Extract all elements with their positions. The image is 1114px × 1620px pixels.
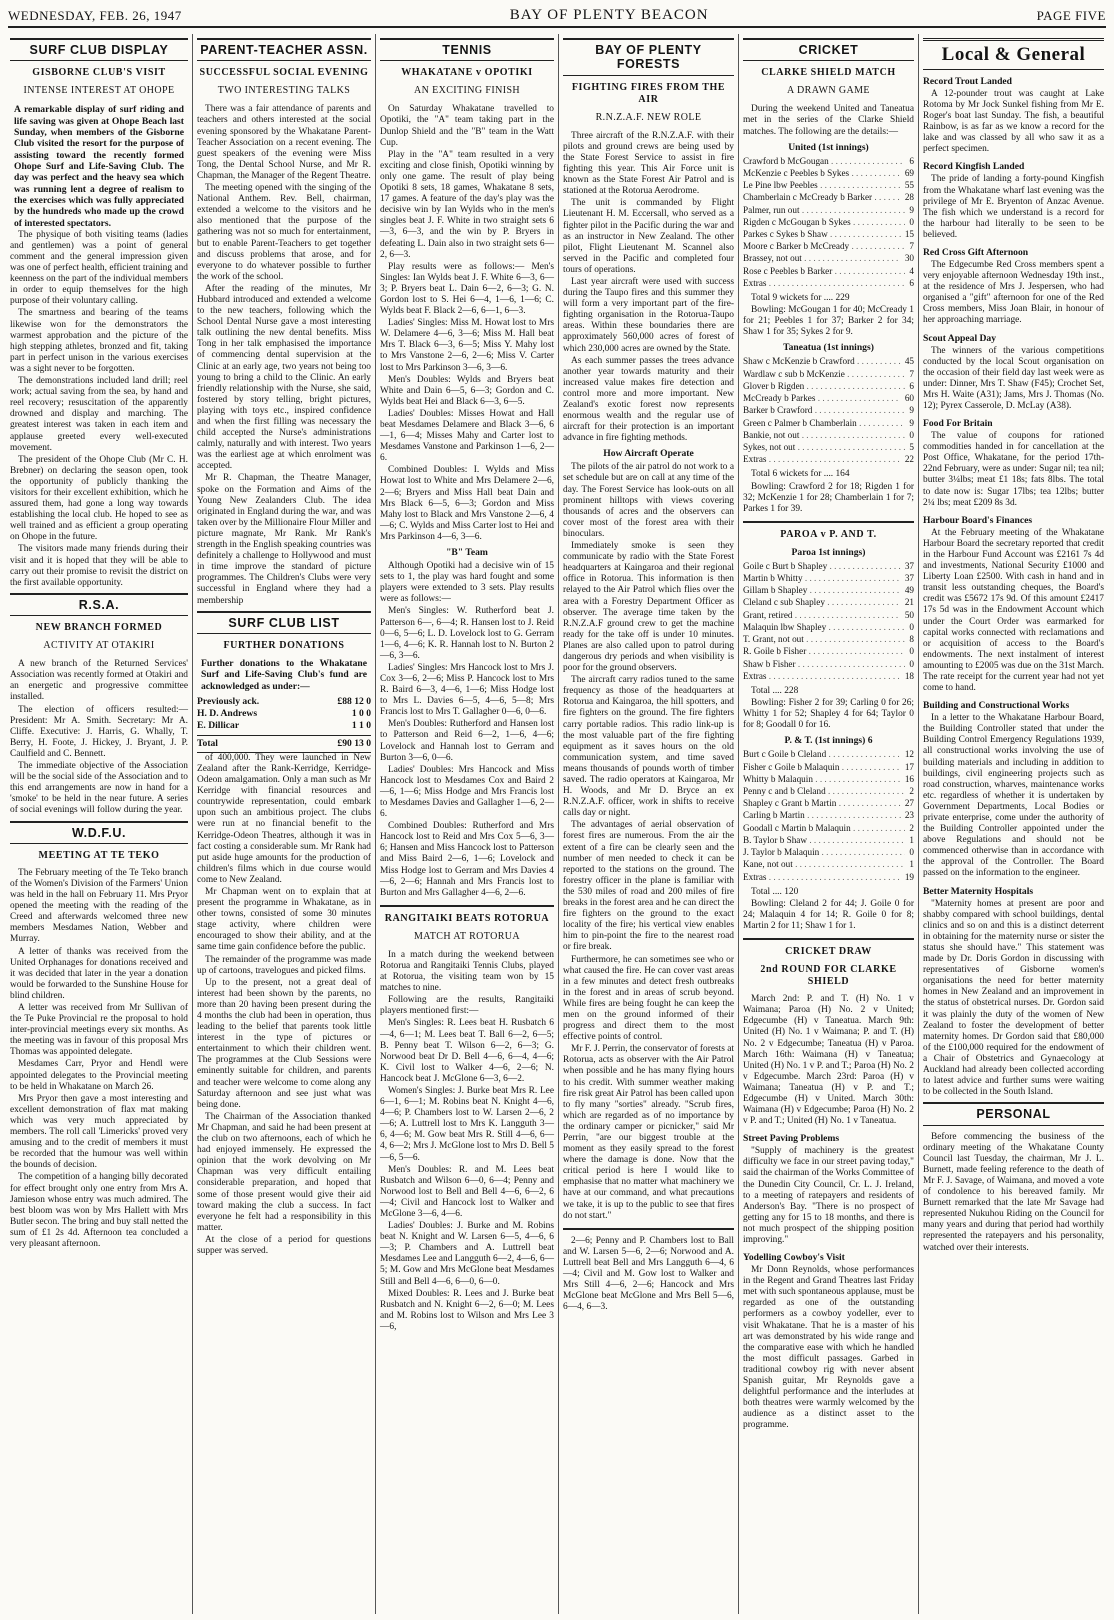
building-heading: Building and Constructional Works [923, 700, 1070, 712]
score-row: Goodall c Martin b Malaquin . . . 2 [743, 823, 914, 835]
cricket-subheading: CLARKE SHIELD MATCH [761, 67, 896, 79]
innings-total: Total 6 wickets for .... 164 [751, 469, 850, 480]
paragraph: The competition of a hanging billy decorated for effect brought only one entry from Mrs A. Jamieson whose entry was much admired. The best bloom was won by Mrs Hallett with Mrs Butler secon. The bring and buy stall netted the sum of £1 2s 4d. Afternoon tea concluded a very pleasant afternoon. [10, 1172, 188, 1249]
score-row: Crawford b McGougan . . . 6 [743, 156, 914, 168]
score-row: Shapley c Grant b Martin . . . 27 [743, 798, 914, 810]
forests-headline: BAY OF PLENTY FORESTS [563, 38, 734, 76]
wdfu-headline: W.D.F.U. [10, 821, 188, 844]
score-row: Moore c Barker b McCready . . . 7 [743, 241, 914, 253]
score-row: Gillam b Shapley . . . 49 [743, 585, 914, 597]
kingfish-heading: Record Kingfish Landed [923, 161, 1025, 173]
scout-heading: Scout Appeal Day [923, 332, 997, 344]
paragraph: Men's Doubles: R. and M. Lees beat Rusbatch and Wilson 6—0, 6—4; Penny and Norwood lost to Bell and Bell 4—6, 6—2, 6—4; Civil and Hancock lost to Walker and McGlone 3—6, 4—6. [380, 1164, 554, 1219]
score-row: Brassey, not out . . . 30 [743, 253, 914, 265]
paragraph: Ladies' Singles: Miss M. Howat lost to Mrs W. Delamere 4—6, 3—6; Miss M. Hall beat Mrs T. Black 6—3, 6—5; Miss Y. Mahy lost to Mrs Vanstone 2—6, 2—6; Miss V. Carter lost to Mrs Parkinson 3—6, 3—6. [380, 318, 554, 373]
paragraph: The pilots of the air patrol do not work to a set schedule but are on call at any time of the day. The Forest Service has look-outs on all prominent hilltops with views covering thousands of acres and the observers can cover most of the forest area with their binoculars. [563, 462, 734, 539]
score-row: Burt c Goile b Cleland . . . 12 [743, 749, 914, 761]
score-row: Green c Palmer b Chamberlain . . . 9 [743, 418, 914, 430]
paragraph: Last year aircraft were used with success during the Taupo fires and this summer they will form a very important part of the fire-fighting organisation in the Rotorua-Taupo areas. Within these boundaries there are approximately 560,000 acres of forest of which 230,000 acres are owned by the State. [563, 276, 734, 354]
rangitaiki-headline: RANGITAIKI BEATS ROTORUA [384, 912, 550, 924]
score-row: Sykes, not out . . . 5 [743, 442, 914, 454]
column-3 [375, 34, 558, 1614]
paragraph: Men's Doubles: Rutherford and Hansen lost to Patterson and Reid 6—2, 1—6, 4—6; Lovelock and Hannah lost to Gerram and Burton 3—6, 0—6. [380, 719, 554, 763]
surf-club-list-subheading: FURTHER DONATIONS [223, 639, 345, 651]
donations-total: Total £90 13 0 [197, 735, 371, 753]
paragraph: In a letter to the Whakatane Harbour Board, the Building Controller stated that under the Building Control Emergency Regulations 1939, all constructional works involving the use of building materials and including in addition to buildings, civil engineering projects such as road construction, wharves, maintenance works etc. regardless of whether it is undertaken by Government Departments, Local Bodies or private enterprise, come under the authority of the Building Controller appointed under the above Regulations and should not be commenced otherwise than in accordance with the approval of the Controller. The Board passed on the information to the engineer. [923, 713, 1104, 879]
score-row: Palmer, run out . . . 9 [743, 205, 914, 217]
trout-heading: Record Trout Landed [923, 75, 1013, 87]
street-paving-heading: Street Paving Problems [743, 1133, 840, 1145]
paragraph: A new branch of the Returned Services' Association was recently formed at Otakiri and an energetic and progressive committee installed. [10, 659, 188, 703]
paragraph: Combined Doubles: Rutherford and Mrs Hancock lost to Reid and Mrs Cox 5—6, 3—6; Hansen and Miss Hancock lost to Patterson and Miss Baird 2—6, 1—6; Lovelock and Miss Hodge lost to Gerram and Mrs Davies 4—6, 2—6; Hannah and Mrs Francis lost to Burton and Mrs Gallagher 4—6, 2—6. [380, 821, 554, 898]
paragraph: The president of the Ohope Club (Mr C. H. Brebner) on declaring the season open, took the opportunity of publicly thanking the visitors for their excellent exhibition, which he assured them, had gone a long way towards establishing the local club. He hoped to see as well trained and as efficient a group operating on Ohope in the future. [10, 454, 188, 543]
paragraph: Mesdames Carr, Pryor and Hendl were appointed delegates to the Provincial meeting to be held in Whakatane on March 26. [10, 1059, 188, 1092]
score-row: R. Goile b Fisher . . . 0 [743, 646, 914, 658]
paragraph: Men's Singles: R. Lees beat H. Rusbatch 6—4, 6—1; M. Lees beat T. Ball 6—2, 6—5; B. Penny beat T. Wilson 6—2, 6—3; G. Norwood beat Dr D. Bell 4—6, 6—4, 4—6; K. Civil lost to Walker 4—6, 2—6; N. Hancock beat J. McGlone 6—3, 6—2. [380, 1018, 554, 1084]
paragraph: Following are the results, Rangitaiki players mentioned first:— [380, 995, 554, 1017]
page-number: PAGE FIVE [1036, 8, 1106, 23]
score-row: Shaw c McKenzie b Crawford . . . 45 [743, 356, 914, 368]
surf-club-lead: A remarkable display of surf riding and life saving was given at Ohope Beach last Sunday, when members of the Gisborne Club visited the resort for the purpose of assisting toward the recently formed Ohope Surf and Life-Saving Club. The day was perfect and the heavy sea which was running lent a degree of realism to the exercises which was fully appreciated by the hundreds who made up the crowd of interested spectators. [14, 104, 184, 229]
score-row: T. Grant, not out . . . 8 [743, 634, 914, 646]
local-general-headline: Local & General [923, 38, 1104, 70]
yodelling-heading: Yodelling Cowboy's Visit [743, 1252, 845, 1264]
score-row: Fisher c Goile b Malaquin . . . 17 [743, 762, 914, 774]
score-row: Shaw b Fisher . . . 0 [743, 659, 914, 671]
paragraph: Play in the "A" team resulted in a very exciting and close finish, Opotiki winning by only one game. The result of play being Opotiki 8 sets, 18 games, Whakatane 8 sets, 17 games. A feature of the day's play was the decisive win by Ian Wylds who in the men's singles beat J. F. White in two straight sets 6—3, 6—3, and the win by P. Bryers in defeating L. Dain also in two straight sets 6—2, 6—3. [380, 149, 554, 260]
tennis-subheading: WHAKATANE v OPOTIKI [401, 67, 533, 79]
donations-list [197, 696, 371, 753]
score-row: Goile c Burt b Shapley . . . 37 [743, 561, 914, 573]
forests-subheading-2: R.N.Z.A.F. NEW ROLE [595, 111, 702, 123]
paroa-headline: PAROA v P. AND T. [780, 528, 877, 540]
pandt-scorecard [743, 749, 914, 883]
score-row: Bankie, not out . . . 0 [743, 430, 914, 442]
bowling-figures: Bowling: Fisher 2 for 39; Carling 0 for 26; Whitty 1 for 52; Shapley 4 for 64; Taylor 0 for 8; Goodall 0 for 16. [743, 698, 914, 731]
donation-row: E. Dillicar 1 1 0 [197, 719, 371, 731]
aircraft-operate-heading: How Aircraft Operate [603, 448, 694, 460]
taneatua-scorecard [743, 356, 914, 466]
donations-lead: Further donations to the Whakatane Surf and Life-Saving Club's fund are acknowledged as under:— [201, 657, 367, 692]
paroa-innings-heading: Paroa 1st innings) [791, 546, 866, 558]
paragraph: The unit is commanded by Flight Lieutenant H. M. Eccersall, who served as a fighter pilot in the Pacific during the war and as an instructor in New Zealand. The other pilot, Flight Lieutenant M. Scannel also served in the Pacific and completed four tours of operations. [563, 198, 734, 275]
paragraph: Women's Singles: J. Burke beat Mrs R. Lee 6—1, 6—1; M. Robins beat N. Knight 4—6, 4—6; P. Chambers lost to W. Larsen 2—6, 2—6; A. Luttrell lost to Mrs K. Langguth 3—6, 4—6; M. Gow beat Mrs R. Still 4—6, 6—4, 6—2; Mrs J. McGlone lost to Mrs D. Bell 5—6, 5—6. [380, 1085, 554, 1163]
paragraph: The election of officers resulted:— President: Mr A. Smith. Secretary: Mr A. Cliffe. Executive: J. Harris, G. Whally, T. Berry, H. Foote, J. Hickey, J. Bryant, J. P. Caulfield and C. Bennett. [10, 704, 188, 759]
paragraph: The winners of the various competitions conducted by the local Scout organisation on the occasion of their field day last week were as under: Dinner, Mrs T. Shaw (F45); Crochet Set, Mrs H. Waite (A31); Jams, Mrs J. Thomas (No. 12); Pyrex Casserole, D. McLay (A38). [923, 345, 1104, 411]
column-4 [558, 34, 738, 1614]
page-columns [6, 34, 1108, 1614]
surf-club-list-headline: SURF CLUB LIST [197, 611, 371, 634]
maternity-heading: Better Maternity Hospitals [923, 885, 1034, 897]
paroa-scorecard [743, 561, 914, 683]
divider [743, 521, 914, 523]
column-6 [918, 34, 1108, 1614]
rsa-headline: R.S.A. [10, 593, 188, 616]
score-row: Martin b Whitty . . . 37 [743, 573, 914, 585]
rangitaiki-subheading: MATCH AT ROTORUA [413, 930, 521, 942]
score-row: Cleland c sub Shapley . . . 21 [743, 597, 914, 609]
score-row: Malaquin lbw Shapley . . . 0 [743, 622, 914, 634]
paragraph: Ladies' Doubles: Misses Howat and Hall beat Mesdames Delamere and Black 3—6, 6—1, 6—4; Misses Mahy and Carter lost to Mesdames Vanstone and Parkinson 1—6, 2—6. [380, 408, 554, 464]
paragraph: The pride of landing a forty-pound Kingfish from the Whakatane wharf last evening was the privilege of Mr E. Bryenton of Anzac Avenue. The fish which we understand is a record for the harbour had literally to be seen to be believed. [923, 174, 1104, 240]
cricket-subheading-2: A DRAWN GAME [787, 85, 870, 97]
cricket-draw-subheading: 2nd ROUND FOR CLARKE SHIELD [760, 964, 897, 988]
score-row: Rose c Peebles b Barker . . . 4 [743, 266, 914, 278]
score-row: Grant, retired . . . 50 [743, 610, 914, 622]
parent-teacher-subheading-2: TWO INTERESTING TALKS [217, 85, 351, 97]
donation-row: Previously ack. £88 12 0 [197, 695, 371, 707]
paragraph: The immediate objective of the Association will be the social side of the Association and to this end arrangements are now in hand for a 'smoke' to be held in the near future. A series of social evenings will follow during the year. [10, 761, 188, 816]
score-row: McCready b Parkes . . . 60 [743, 393, 914, 405]
red-cross-heading: Red Cross Gift Afternoon [923, 246, 1029, 258]
paragraph: Mr R. Chapman, the Theatre Manager, spoke on the Formation and Aims of the Young New Zealanders Club. The idea originated in England during the war, and was taken over by the Millionaire Flour Miller and picture magnate, Mr Rank. Mr Rank's strength in the English speaking countries was definitely a challenge to Hollywood and must in time improve the standard of picture programmes. The Children's Clubs were very successful in England where they had a membership [197, 473, 371, 606]
innings-total: Total .... 120 [751, 886, 799, 897]
score-row: Rigden c McGougan b Sykes . . . 0 [743, 217, 914, 229]
score-row: Carling b Martin . . . 23 [743, 810, 914, 822]
paragraph: The physique of both visiting teams (ladies and gentlemen) was a point of general comment and the general impression given was one of perfect health, efficient training and keenness on the part of the individual members in order to equip themselves for the high purpose of their voluntary calling. [10, 229, 188, 307]
newspaper-name: BAY OF PLENTY BEACON [509, 7, 709, 23]
issue-date: WEDNESDAY, FEB. 26, 1947 [8, 8, 182, 23]
paragraph: The Edgecumbe Red Cross members spent a very enjoyable afternoon Wednesday 19th inst., at the residence of Mrs J. Jespersen, who had organised a "gift" afternoon for one of the Red Cross members, Miss Joan Blair, in honour of her approaching marriage. [923, 259, 1104, 326]
score-row: Whitty b Malaquin . . . 16 [743, 774, 914, 786]
paragraph: 2—6; Penny and P. Chambers lost to Ball and W. Larsen 5—6, 2—6; Norwood and A. Luttrell beat Bell and Mrs Langguth 6—4, 6—4; Civil and M. Gow lost to Walker and Mrs Still 4—6, 2—6; Hancock and Mrs McGlone beat McGlone and Mrs Bell 5—6, 6—4, 6—3. [563, 1235, 734, 1313]
paragraph: The visitors made many friends during their visit and it is hoped that they will be able to carry out their promise to revisit the district on the first available opportunity. [10, 544, 188, 588]
paragraph: Mr Chapman went on to explain that at present the programme in Whakatane, as in other towns, consisted of some 30 minutes stage activity, where children were encouraged to show their ability, and at the same time gain confidence before the public. [197, 886, 371, 953]
paragraph: During the weekend United and Taneatua met in the series of the Clarke Shield matches. The following are the details:— [743, 104, 914, 137]
surf-club-subheading-2: INTENSE INTEREST AT OHOPE [23, 85, 175, 97]
paragraph: Mr F. J. Perrin, the conservator of forests at Rotorua, acts as observer with the Air Patrol when possible and he has many flying hours to his credit. With summer weather making fire risk great Air Patrol has been called upon to fly many "sorties" already. "Scrub fires, which are regarded as of no importance by the ordinary camper or picnicker," said Mr Perrin, "are our biggest trouble at the moment as they easily spread to the forest where the damage is done. Now that the critical period is here I would like to emphasise that no matter what machinery we have at our command, and what precautions we take, it is up to the public to see that fires do not start." [563, 1044, 735, 1221]
paragraph: Combined Doubles: I. Wylds and Miss Howat lost to White and Mrs Delamere 2—6, 2—6; Bryers and Miss Hall beat Dain and Mrs Black 6—5, 6—3; Gordon and Miss Mahy lost to Black and Mrs Vanstone 2—6, 4—6; C. Wylds and Miss Carter lost to Hei and Mrs Parkinson 4—6, 3—6. [380, 465, 554, 542]
paragraph: of 400,000. They were launched in New Zealand after the Rank-Kerridge, Kerridge-Odeon amalgamation. Only a man such as Mr Kerridge with financial resources and countrywide representation, could embark upon such an ambitious project. The clubs were run at no financial benefit to the Kerridge-Odeon Theatres, although it was in fact costing a considerable sum. Mr Rank had put aside huge amounts for the production of children's films which in due course would come to New Zealand. [197, 752, 371, 885]
paragraph: Mr Donn Reynolds, whose performances in the Regent and Grand Theatres last Friday met with such spontaneous applause, must be regarded as one of the outstanding performers as a cowboy yodeller, ever to visit Whakatane. That he is a master of his art was demonstrated by his wide range and the comparative ease with which he handled the most difficult passages. Garbed in traditional cowboy rig with never absent Spanish guitar, Mr Reynolds gave a delightful performance and the interludes at both theatres were warmly welcomed by the audience as a distinct asset to the programme. [743, 1265, 914, 1431]
score-row: Extras . . . 6 [743, 278, 914, 290]
score-row: Parkes c Sykes b Shaw . . . 15 [743, 229, 914, 241]
paragraph: "Supply of machinery is the greatest difficulty we face in our street paving today," said the chairman of the Works Committee of the Dunedin City Council, Cr. L. J. Ireland, to a meeting of ratepayers and residents of Anderson's Bay. "There is no prospect of getting any for 15 to 18 months, and there is not much prospect of the shipping position improving." [743, 1146, 914, 1245]
paragraph: Up to the present, not a great deal of interest had been shown by the parents, no more than 20 having been present during the 4 months the club had been in operation, thus leading to the belief that parents took little interest in the type of pictures or entertainment to which their children went. The programmes at the Club Sessions were eminently suitable for children, and parents and teacher were welcome to come along any Saturday afternoon and see just what was being done. [197, 977, 371, 1110]
paragraph: Men's Doubles: Wylds and Bryers beat White and Dain 6—5, 6—3; Gordon and C. Wylds beat Hei and Black 6—3, 6—5. [380, 374, 554, 407]
score-row: Penny c and b Cleland . . . 2 [743, 786, 914, 798]
paragraph: After the reading of the minutes, Mr Hubbard introduced and extended a welcome to the new teachers, following which the School Dental Nurse gave a most interesting talk outlining the new dental benefits. Miss Tong in her talk emphasised the importance of commencing dental supervision at the Clinic at an early age, two years not being too young to bring a child to the Clinic. An early friendly relationship with the Nurse, she said, fostered by story telling, bright pictures, playing with toys etc., inspired confidence and when the first filling was necessary the child accepted the Nurse's administrations calmly, naturally and with interest. Two years was the earliest age at which enrolment was accepted. [197, 283, 371, 472]
score-row: Kane, not out . . . 1 [743, 859, 914, 871]
paragraph: "Maternity homes at present are poor and shabby compared with school buildings, dental clinics and so on and this is a distinct deterrent in obtaining for the maternity nurse or sister the status she should have." This statement was made by Dr. Doris Gordon in discussing with representatives of Gisborne women's organisations the need for better maternity homes in New Zealand and an improvement in the status of obstetrical nurses. Dr. Gordon said it was plainly the duty of the women of New Zealand to foster the development of better maternity homes. Dr Gordon said that £80,000 of the £100,000 required for the endowment of a Chair of Obstetrics and Gynaecology at Auckland had already been collected according to latest advice and further sums were waiting to be collected in the South Island. [923, 898, 1104, 1098]
paragraph: A letter of thanks was received from the United Orphanages for donations received and it was decided that later in the year a donation would be forwarded to the Sunshine House for blind children. [10, 946, 188, 1001]
rsa-subheading-2: ACTIVITY AT OTAKIRI [43, 640, 155, 652]
paragraph: As each summer passes the trees advance another year towards maturity and their increased value makes fire detection and control more and more important. New Zealand's exotic forest now represents enormous wealth and the regular use of aircraft for their protection is an important advance in fire fighting methods. [563, 355, 734, 444]
tennis-headline: TENNIS [380, 38, 554, 61]
paragraph: Play results were as follows:— Men's Singles: Ian Wylds beat J. F. White 6—3, 6—3; P. Bryers beat L. Dain 6—2, 6—3; G. N. Gordon lost to S. Hei 6—4, 1—6, 1—6; C. Wylds beat F. Black 2—6, 6—1, 6—3. [380, 261, 554, 317]
personal-headline: PERSONAL [923, 1102, 1104, 1125]
paragraph: A letter was received from Mr Sullivan of the Te Puke Provincial re the proposal to hold inter-provincial meetings every six months. As the meeting was in favour of this proposal Mrs Thomas was appointed delegate. [10, 1003, 188, 1058]
score-row: Extras . . . 18 [743, 671, 914, 683]
paragraph: At the close of a period for questions supper was served. [197, 1234, 371, 1256]
taneatua-innings-heading: Taneatua (1st innings) [783, 342, 874, 354]
paragraph: Men's Singles: W. Rutherford beat J. Patterson 6—, 6—4; R. Hansen lost to J. Reid 0—6, 5—6; L. D. Lovelock lost to G. Gerram 1—6, 4—6; K. R. Hannah lost to N. Burton 2—6, 3—6. [380, 606, 554, 661]
paragraph: Mixed Doubles: R. Lees and J. Burke beat Rusbatch and N. Knight 6—2, 6—0; M. Lees and M. Robins lost to Wilson and Mrs Lee 3—6, [380, 1288, 554, 1332]
tennis-subheading-2: AN EXCITING FINISH [413, 85, 521, 97]
score-row: Le Pine lbw Peebles . . . 55 [743, 180, 914, 192]
paragraph: Three aircraft of the R.N.Z.A.F. with their pilots and ground crews are being used by the State Forest Service to assist in fire fighting this year. This Air Force unit is known as the State Forest Air Patrol and is stationed at the Rotorua Aerodrome. [563, 130, 734, 197]
innings-total: Total .... 228 [751, 685, 799, 696]
paragraph: On Saturday Whakatane travelled to Opotiki, the "A" team taking part in the Dunlop Shield and the "B" team in the Watt Cup. [380, 104, 554, 148]
surf-club-headline: SURF CLUB DISPLAY [10, 38, 188, 61]
paragraph: Mrs Pryor then gave a most interesting and excellent demonstration of flax mat making which was very much appreciated by members. The roll call 'Limericks' proved very amusing and to the credit of members it must be recorded that the humour was well within the bounds of decision. [10, 1093, 188, 1171]
divider [380, 905, 554, 907]
bowling-figures: Bowling: Crawford 2 for 18; Rigden 1 for 32; McKenzie 1 for 28; Chamberlain 1 for 7; Parkes 1 for 39. [743, 481, 914, 514]
score-row: Wardlaw c sub b McKenzie . . . 7 [743, 369, 914, 381]
column-2 [192, 34, 375, 1614]
parent-teacher-subheading: SUCCESSFUL SOCIAL EVENING [199, 67, 369, 79]
wdfu-subheading: MEETING AT TE TEKO [38, 849, 160, 861]
divider [563, 1228, 734, 1230]
paragraph: Before commencing the business of the ordinary meeting of the Whakatane County Council last Tuesday, the chairman, Mr J. L. Burnett, made feeling reference to the death of Mr F. J. Savage, of Waimana, and moved a vote of condolence to his bereaved family. Mr Burnett remarked that the late Mr Savage had represented Nukuhou Riding on the Council for many years and during that period had worthily represented the ratepayers and his personality, watched over their interests. [923, 1131, 1104, 1253]
paragraph: Immediately smoke is seen they communicate by radio with the State Forest headquarters at Kaingaroa and their regional office in Rotorua. This information is then relayed to the Air Patrol which flies over the area with a Forestry Department Officer as observer. The average time taken by the R.N.Z.A.F ground crew to get the machine ready for the take off is under 10 minutes. Planes are also called upon to patrol during dangerous dry periods and when visibility is poor for the ground observers. [563, 541, 734, 674]
paragraph: There was a fair attendance of parents and teachers and others interested at the social evening sponsored by the Whakatane Parent-Teacher Association on a recent evening. The guest speakers of the evening were Miss Tong, the Dental School Nurse, and Mr R. Chapman, the Manager of the Regent Theatre. [197, 104, 371, 181]
masthead [8, 6, 1106, 28]
paragraph: Ladies' Singles: Mrs Hancock lost to Mrs J. Cox 3—6, 2—6; Miss P. Hancock lost to Mrs R. Baird 6—3, 4—6, 1—6; Miss Hodge lost to Mrs L. Davies 6—5, 4—6, 5—8; Mrs Francis lost to Mrs T. Gallagher 0—6, 0—6. [380, 662, 554, 718]
cricket-draw-headline: CRICKET DRAW [785, 946, 872, 958]
cricket-headline: CRICKET [743, 38, 914, 61]
paragraph: The value of coupons for rationed commodities handed in for cancellation at the Post Office, Whakatane, for the period 17th-22nd February, were as under: Sugar nil; tea nil; butter 3¼lbs; meat £1 18s; fats 8lbs. The total to date now is: Sugar 17lbs; tea 12lbs; butter 2¼ lbs; meat £209 8s 3d. [923, 431, 1104, 508]
paragraph: Ladies' Doubles: J. Burke and M. Robins beat N. Knight and W. Larsen 6—5, 4—6, 6—3; P. Chambers and A. Luttrell beat Mesdames Lee and Langguth 6—2, 4—6, 6—5; M. Gow and Mrs McGlone beat Mesdames Still and Bell 4—6, 6—0, 6—0. [380, 1221, 554, 1287]
score-row: Extras . . . 19 [743, 872, 914, 884]
divider [743, 938, 914, 940]
column-5 [738, 34, 918, 1614]
forests-subheading: FIGHTING FIRES FROM THE AIR [571, 81, 726, 105]
score-row: Chamberlain c McCready b Barker . . . 28 [743, 192, 914, 204]
rsa-subheading: NEW BRANCH FORMED [35, 622, 163, 634]
score-row: Extras . . . 22 [743, 454, 914, 466]
column-1 [6, 34, 192, 1614]
innings-total: Total 9 wickets for .... 229 [751, 293, 850, 304]
score-row: Glover b Rigden . . . 6 [743, 381, 914, 393]
score-row: McKenzie c Peebles b Sykes . . . 69 [743, 168, 914, 180]
paragraph: A 12-pounder trout was caught at Lake Rotoma by Mr Jock Sunkel fishing from Mr E. Roger's boat last Sunday. The fish, a beautiful Rainbow, is as far as we know a record for the lake and was classed by all who saw it as a perfect specimen. [923, 88, 1104, 155]
surf-club-subheading: GISBORNE CLUB'S VISIT [32, 67, 166, 79]
donation-row: H. D. Andrews 1 0 0 [197, 707, 371, 719]
paragraph: Ladies' Doubles: Mrs Hancock and Miss Hancock lost to Mesdames Cox and Baird 2—6, 1—6; Miss Hodge and Mrs Francis lost to Mesdames Davies and Gallagher 1—6, 2—6. [380, 764, 554, 820]
paragraph: The meeting opened with the singing of the National Anthem. Rev. Bell, chairman, extended a welcome to the visitors and he also mentioned that the purpose of the gathering was not so much for entertainment, but to enable Parent-Teachers to get together and discuss problems that arose, and for everyone to do whatever possible to further the work of the school. [197, 183, 371, 282]
paragraph: The Chairman of the Association thanked Mr Chapman, and said he had been present at the club on two afternoons, each of which he had enjoyed immensely. He expressed the opinion that the work devolving on Mr Chapman was very difficult entailing considerable preparation, and hoped that some of those present would give their aid toward making the club a success. In fact everyone he felt had a responsibility in this matter. [197, 1111, 371, 1233]
food-heading: Food For Britain [923, 418, 993, 430]
paragraph: The demonstrations included land drill; reel work; actual saving from the sea, by hand and reel recovery; resuscitation of the apparently drowned and display and marching. The greatest interest was taken in each item and applause greeted every well-executed movement. [10, 376, 188, 453]
b-team-heading: "B" Team [446, 547, 488, 559]
paragraph: Although Opotiki had a decisive win of 15 sets to 1, the play was hard fought and some players were extended to 3 sets. Play results were as follows:— [380, 561, 554, 605]
paragraph: The smartness and bearing of the teams likewise won for the demonstrators the warmest approbation and the picture of the high stepping athletes, bronzed and fit, taking part in perfect unison in the various exercises was a sight never to be forgotten. [10, 308, 188, 374]
score-row: B. Taylor b Shaw . . . 1 [743, 835, 914, 847]
paragraph: In a match during the weekend between Rotorua and Rangitaiki Tennis Clubs, played at Rotorua, the visiting team won by 15 matches to nine. [380, 949, 554, 994]
harbour-heading: Harbour Board's Finances [923, 514, 1033, 526]
parent-teacher-headline: PARENT-TEACHER ASSN. [197, 38, 371, 61]
paragraph: The remainder of the programme was made up of cartoons, travelogues and picked films. [197, 954, 371, 976]
paragraph: The advantages of aerial observation of forest fires are numerous. From the air the extent of a fire can be clearly seen and the number of men needed to check it can be reported to the stations on the ground. The forestry officer in the plane is familiar with the 530 miles of road and 200 miles of fire breaks in the forest area and he can direct the fire fighters on the ground to the exact locality of the fire; his vertical view enables him to pin-point the fire to the nearest road or fire break. [563, 820, 734, 953]
paragraph: The February meeting of the Te Teko branch of the Women's Division of the Farmers' Union was held in the hall on February 11. Mrs Pryor opened the meeting with the reading of the Creed and afterwards welcomed three new members Mesdames Nation, Webber and Murray. [10, 867, 188, 945]
paragraph: Furthermore, he can sometimes see who or what caused the fire. He can cover vast areas in a few minutes and detect fresh outbreaks in the forest and in areas of scrub beyond. While fires are being fought he can keep the men on the ground informed of their progress and direct them to the most effective points of control. [563, 954, 734, 1043]
paragraph: March 2nd: P. and T. (H) No. 1 v Waimana; Paroa (H) No. 2 v United; Edgecumbe (H) v Taneatua. March 9th: United (H) No. 1 v Waimana; P. and T. (H) No. 2 v Edgecumbe; Taneatua (H) v Paroa. March 16th: Waimana (H) v Taneatua; United (H) No. 1 v P. and T.; Paroa (H) No. 2 v Edgecumbe. March 23rd: Paroa (H) v Waimana; Taneatua (H) v P. and T.; Edgecumbe (H) v United. March 30th: Waimana (H) v Edgecumbe; Paroa (H) No. 2 v P. and T.; United (H) No. 1 v Taneatua. [743, 994, 914, 1127]
paragraph: The aircraft carry radios tuned to the same frequency as those of the headquarters at Rotorua and Kaingaroa, the hill spotters, and fire fighters on the ground. The fire fighters carry portable radios. This radio link-up is the most valuable part of the fire fighting equipment as it saves hours on the old communication system, and time saved means thousands of pounds worth of timber saved. The radio operators at Kaingaroa, Mr H. Woods, and Mr D. Bryce an ex R.N.Z.A.F. officer, work in shifts to receive calls day or night. [563, 675, 734, 819]
score-row: Barker b Crawford . . . 9 [743, 405, 914, 417]
paragraph: At the February meeting of the Whakatane Harbour Board the secretary reported that credit in the Harbour Fund Account was £2161 7s 4d and investments, National Security £1000 and Liberty Loan £2500. With cash in hand and in transit less outstanding cheques, the Board's credit was £5672 17s 9d. Of this amount £2417 17s 5d was in the Endowment Account which under the Court Order was earmarked for capital works connected with reclamations and or acquisition of access to the Board's endowments. The next instalment of interest amounting to £2005 was due on the 31st March. The rate receipt for the current year had not yet come to hand. [923, 527, 1104, 694]
bowling-figures: Bowling: McGougan 1 for 40; McCready 1 for 21; Peebles 1 for 37; Barker 2 for 34; Shaw 1 for 35; Sykes 2 for 9. [743, 305, 914, 338]
score-row: J. Taylor b Malaquin . . . 0 [743, 847, 914, 859]
united-scorecard [743, 156, 914, 290]
bowling-figures: Bowling: Cleland 2 for 44; J. Goile 0 for 24; Malaquin 4 for 14; R. Goile 0 for 8; Martin 2 for 11; Shaw 1 for 1. [743, 898, 914, 932]
united-innings-heading: United (1st innings) [788, 141, 869, 153]
pandt-innings-heading: P. & T. (1st innings) 6 [784, 735, 873, 747]
